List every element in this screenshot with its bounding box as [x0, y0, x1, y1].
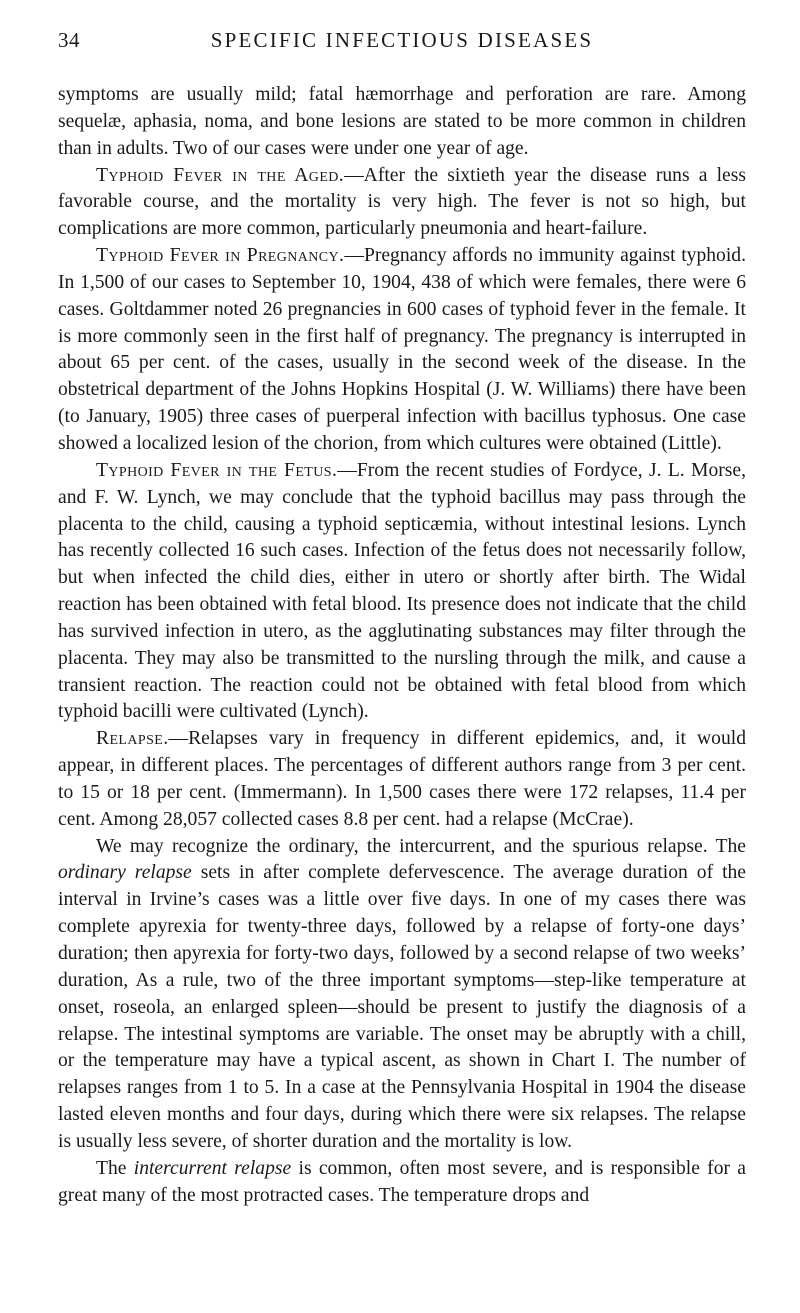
paragraph-text: —Relapses vary in frequency in different epidemics, and, it would appear, in different places. The percentages of different authors range from 3 per cent. to 15 or 18 per cent. (Immermann). In 1,500 cases there were 172 relapses, 11.4 per cent. Among 28,057 collected cases 8.8 per cent. had a relapse (McCrae).	[58, 728, 746, 830]
running-head	[58, 28, 746, 56]
paragraph-text: —After the sixtieth year the disease runs a less favorable course, and the mortality is very high. The fever is not so high, but complications are more common, particularly pneumonia and heart-failure.	[58, 164, 746, 240]
page-number: 34	[58, 28, 80, 52]
paragraph-intercurrent-relapse	[58, 1156, 746, 1210]
paragraph-typhoid-fetus	[58, 458, 746, 726]
section-heading: Typhoid Fever in the Fetus.	[96, 459, 338, 481]
running-title: SPECIFIC INFECTIOUS DISEASES	[210, 28, 594, 52]
emphasized-term: intercurrent relapse	[133, 1157, 292, 1179]
emphasized-term: ordinary relapse	[58, 862, 192, 884]
paragraph-text: sets in after complete defervescence. The average duration of the interval in Irvine’s cases was a little over five days. In one of my cases there was complete apyrexia for twenty-three days, followed by a relapse of forty-one days’ duration; then apyrexia for forty-two days, followed by a second relapse of two weeks’ duration, As a rule, two of the three important symptoms—step-like temperature at onset, roseola, an enlarged spleen—should be present to justify the diagnosis of a relapse. The intestinal symptoms are variable. The onset may be abruptly with a chill, or the temperature may have a typical ascent, as shown in Chart I. The number of relapses ranges from 1 to 5. In a case at the Pennsylvania Hospital in 1904 the disease lasted eleven months and four days, during which there were six relapses. The relapse is usually less severe, of shorter duration and the mortality is low.	[58, 862, 747, 1152]
section-heading: Typhoid Fever in the Aged.	[96, 164, 345, 186]
paragraph-text: —From the recent studies of Fordyce, J. L. Morse, and F. W. Lynch, we may conclude that the typhoid bacillus may pass through the placenta to the child, causing a typhoid septicæmia, without intestinal lesions. Lynch has recently collected 16 such cases. Infection of the fetus does not necessarily follow, but when infected the child dies, either in utero or shortly after birth. The Widal reaction has been obtained with fetal blood. Its presence does not indicate that the child has survived infection in utero, as the agglutinating substances may filter through the placenta. They may also be transmitted to the nursling through the milk, and cause a transient reaction. The reaction could not be obtained with fetal blood from which typhoid bacilli were cultivated (Lynch).	[58, 459, 747, 723]
paragraph-text: is common, often most severe, and is responsible for a great many of the most protracted cases. The temperature drops and	[58, 1157, 746, 1206]
section-heading: Typhoid Fever in Pregnancy.	[96, 245, 345, 267]
paragraph-text: —Pregnancy affords no immunity against typhoid. In 1,500 of our cases to September 10, 1904, 438 of which were females, there were 6 cases. Goltdammer noted 26 pregnancies in 600 cases of typhoid fever in the female. It is more commonly seen in the first half of pregnancy. The pregnancy is interrupted in about 65 per cent. of the cases, usually in the second week of the disease. In the obstetrical department of the Johns Hopkins Hospital (J. W. Williams) there have been (to January, 1905) three cases of puerperal infection with bacillus typhosus. One case showed a localized lesion of the chorion, from which cultures were obtained (Little).	[58, 245, 746, 454]
paragraph-typhoid-pregnancy	[58, 243, 746, 458]
paragraph-relapse	[58, 726, 746, 833]
section-heading: Relapse.	[96, 728, 169, 750]
paragraph-typhoid-aged	[58, 163, 746, 244]
paragraph-ordinary-relapse	[58, 834, 746, 1156]
paragraph-text: The	[96, 1157, 134, 1179]
body-text	[58, 82, 746, 1209]
paragraph-text: We may recognize the ordinary, the intercurrent, and the spurious relapse. The	[96, 835, 746, 857]
paragraph-continuation	[58, 82, 746, 163]
paragraph-text: symptoms are usually mild; fatal hæmorrhage and perforation are rare. Among sequelæ, aphasia, noma, and bone lesions are stated to be more common in children than in adults. Two of our cases were under one year of age.	[58, 84, 746, 159]
